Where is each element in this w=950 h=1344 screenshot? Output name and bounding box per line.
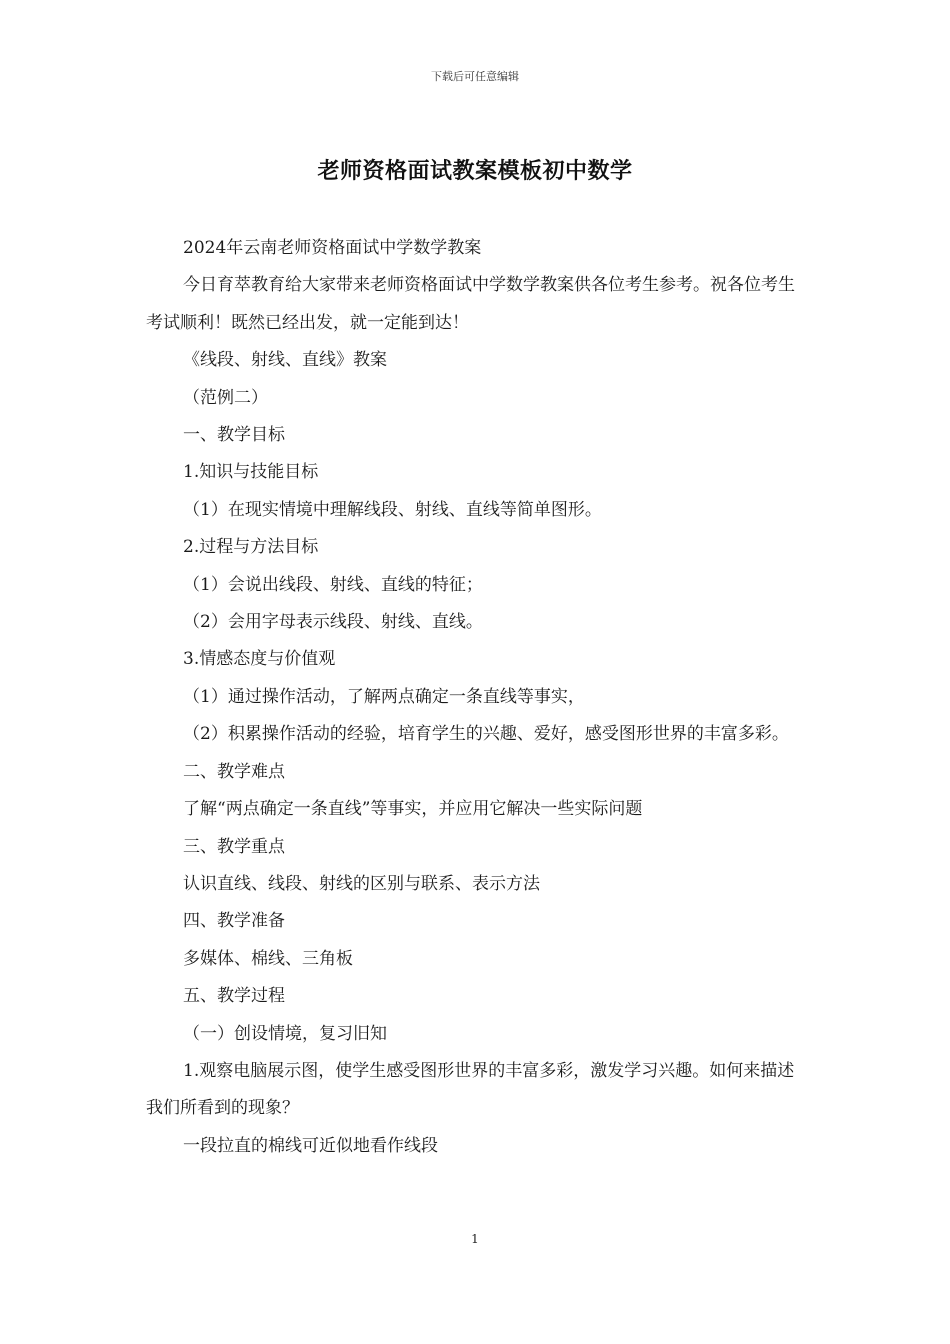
section-heading-process: 五、教学过程: [183, 986, 285, 1007]
page-number: 1: [471, 1232, 479, 1246]
section-heading-goals: 一、教学目标: [183, 425, 285, 446]
subheading-knowledge-goal: 1.知识与技能目标: [183, 462, 319, 483]
section-heading-focus: 三、教学重点: [183, 836, 285, 857]
paragraph-line-segment: 一段拉直的棉线可近似地看作线段: [183, 1135, 438, 1156]
paragraph-intro: 今日育萃教育给大家带来老师资格面试中学数学教案供各位考生参考。祝各位考生考试顺利！既然已经出发，就一定能到达！: [146, 275, 795, 333]
paragraph-step-1: 1.观察电脑展示图，使学生感受图形世界的丰富多彩，激发学习兴趣。如何来描述我们所看到的现象？: [146, 1060, 795, 1119]
subheading-process-goal: 2.过程与方法目标: [183, 537, 319, 558]
document-body: [146, 230, 808, 1165]
paragraph-subtitle: 2024年云南老师资格面试中学数学教案: [183, 238, 482, 258]
document-title: 老师资格面试教案模板初中数学: [317, 158, 633, 184]
list-item-process-2: （2）会用字母表示线段、射线、直线。: [183, 612, 483, 633]
page-header: 下载后可任意编辑: [431, 70, 519, 83]
subheading-attitude-goal: 3.情感态度与价值观: [183, 649, 336, 670]
list-item-knowledge-1: （1）在现实情境中理解线段、射线、直线等简单图形。: [183, 499, 602, 520]
subheading-step-1: （一）创设情境，复习旧知: [183, 1023, 387, 1044]
section-heading-preparation: 四、教学准备: [183, 911, 285, 932]
section-heading-difficulty: 二、教学难点: [183, 761, 285, 782]
list-item-attitude-2: （2）积累操作活动的经验，培育学生的兴趣、爱好，感受图形世界的丰富多彩。: [183, 724, 789, 745]
paragraph-lesson-title: 《线段、射线、直线》教案: [183, 350, 387, 371]
paragraph-example-label: （范例二）: [183, 387, 268, 408]
paragraph-preparation: 多媒体、棉线、三角板: [183, 948, 353, 969]
paragraph-difficulty: 了解“两点确定一条直线”等事实，并应用它解决一些实际问题: [183, 799, 643, 820]
list-item-attitude-1: （1）通过操作活动，了解两点确定一条直线等事实，: [183, 686, 585, 707]
paragraph-focus: 认识直线、线段、射线的区别与联系、表示方法: [183, 873, 540, 894]
list-item-process-1: （1）会说出线段、射线、直线的特征；: [183, 574, 483, 595]
